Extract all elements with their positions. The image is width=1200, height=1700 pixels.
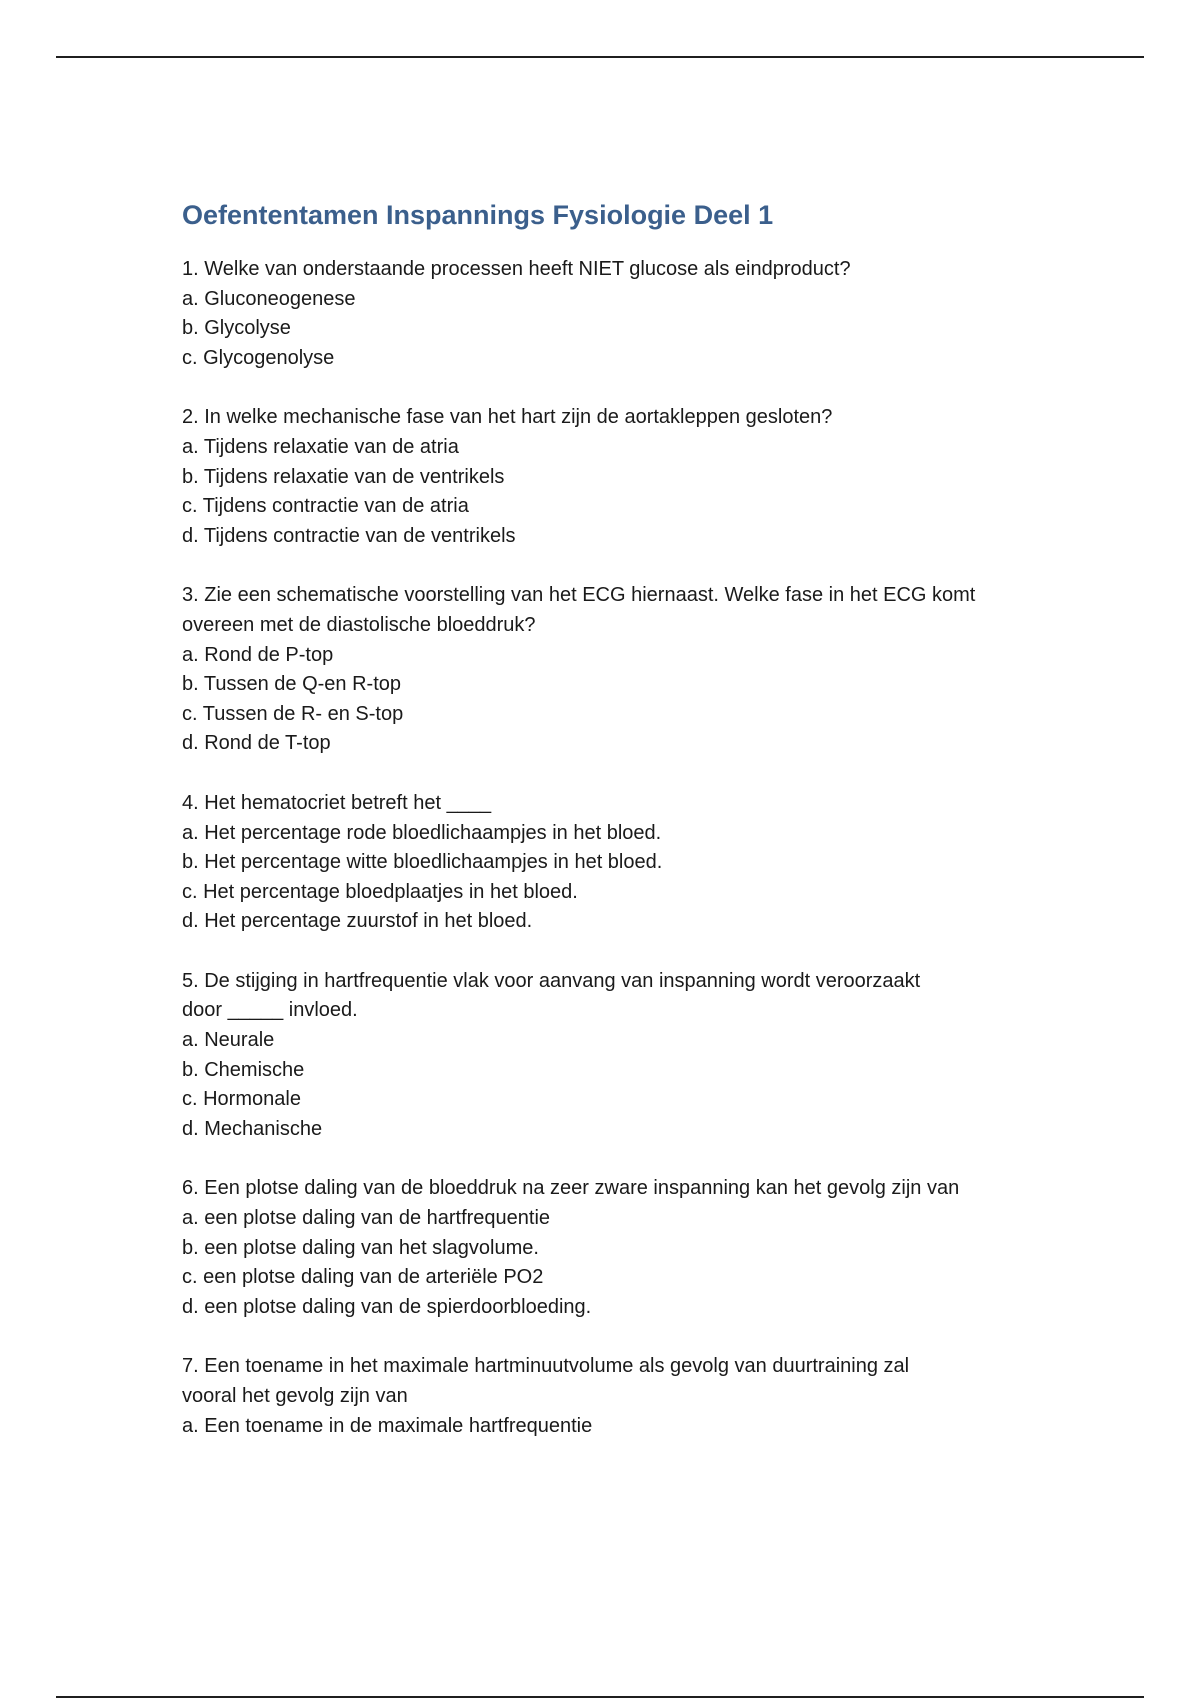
answer-option: b. een plotse daling van het slagvolume. (182, 1236, 539, 1259)
answer-option: a. Gluconeogenese (182, 287, 356, 310)
answer-option: b. Tijdens relaxatie van de ventrikels (182, 465, 505, 488)
answer-option: b. Glycolyse (182, 317, 291, 340)
question-5 (182, 967, 1062, 1145)
question-text: 7. Een toename in het maximale hartminuutvolume als gevolg van duurtraining zal (182, 1355, 910, 1378)
answer-option: c. Het percentage bloedplaatjes in het bloed. (182, 880, 578, 903)
answer-option: a. Neurale (182, 1029, 275, 1052)
question-text: 3. Zie een schematische voorstelling van het ECG hiernaast. Welke fase in het ECG komt (182, 584, 976, 607)
question-text: 1. Welke van onderstaande processen heeft NIET glucose als eindproduct? (182, 258, 851, 280)
question-3 (182, 581, 1062, 759)
answer-option: a. Het percentage rode bloedlichaampjes in het bloed. (182, 821, 662, 844)
answer-option: d. Rond de T-top (182, 732, 331, 755)
question-text: 4. Het hematocriet betreft het ____ (182, 791, 492, 814)
document-body (182, 195, 1062, 1471)
answer-option: b. Chemische (182, 1058, 305, 1081)
question-text: overeen met de diastolische bloeddruk? (182, 613, 536, 636)
bottom-rule (56, 1696, 1144, 1698)
question-2 (182, 403, 1062, 551)
answer-option: c. Tijdens contractie van de atria (182, 495, 469, 518)
answer-option: a. Een toename in de maximale hartfrequentie (182, 1414, 593, 1437)
answer-option: c. een plotse daling van de arteriële PO2 (182, 1266, 544, 1289)
document-title: Oefententamen Inspannings Fysiologie Deel 1 (182, 200, 774, 230)
answer-option: d. Tijdens contractie van de ventrikels (182, 524, 516, 547)
answer-option: a. Tijdens relaxatie van de atria (182, 435, 459, 458)
answer-option: a. Rond de P-top (182, 643, 334, 666)
answer-option: c. Glycogenolyse (182, 346, 335, 369)
question-4 (182, 789, 1062, 937)
question-text: door _____ invloed. (182, 999, 358, 1022)
question-7 (182, 1352, 1062, 1441)
question-6 (182, 1174, 1062, 1322)
answer-option: b. Tussen de Q-en R-top (182, 673, 402, 696)
top-rule (56, 56, 1144, 58)
question-text: 5. De stijging in hartfrequentie vlak voor aanvang van inspanning wordt veroorzaakt (182, 969, 921, 992)
answer-option: c. Tussen de R- en S-top (182, 702, 404, 725)
question-1 (182, 255, 1062, 373)
question-text: 2. In welke mechanische fase van het hart zijn de aortakleppen gesloten? (182, 406, 833, 429)
answer-option: d. Mechanische (182, 1117, 323, 1140)
question-text: vooral het gevolg zijn van (182, 1385, 408, 1407)
answer-option: c. Hormonale (182, 1088, 301, 1111)
answer-option: d. Het percentage zuurstof in het bloed. (182, 910, 533, 933)
question-text: 6. Een plotse daling van de bloeddruk na zeer zware inspanning kan het gevolg zijn van (182, 1177, 960, 1200)
answer-option: d. een plotse daling van de spierdoorbloeding. (182, 1295, 592, 1318)
answer-option: a. een plotse daling van de hartfrequentie (182, 1207, 551, 1230)
answer-option: b. Het percentage witte bloedlichaampjes in het bloed. (182, 851, 663, 874)
